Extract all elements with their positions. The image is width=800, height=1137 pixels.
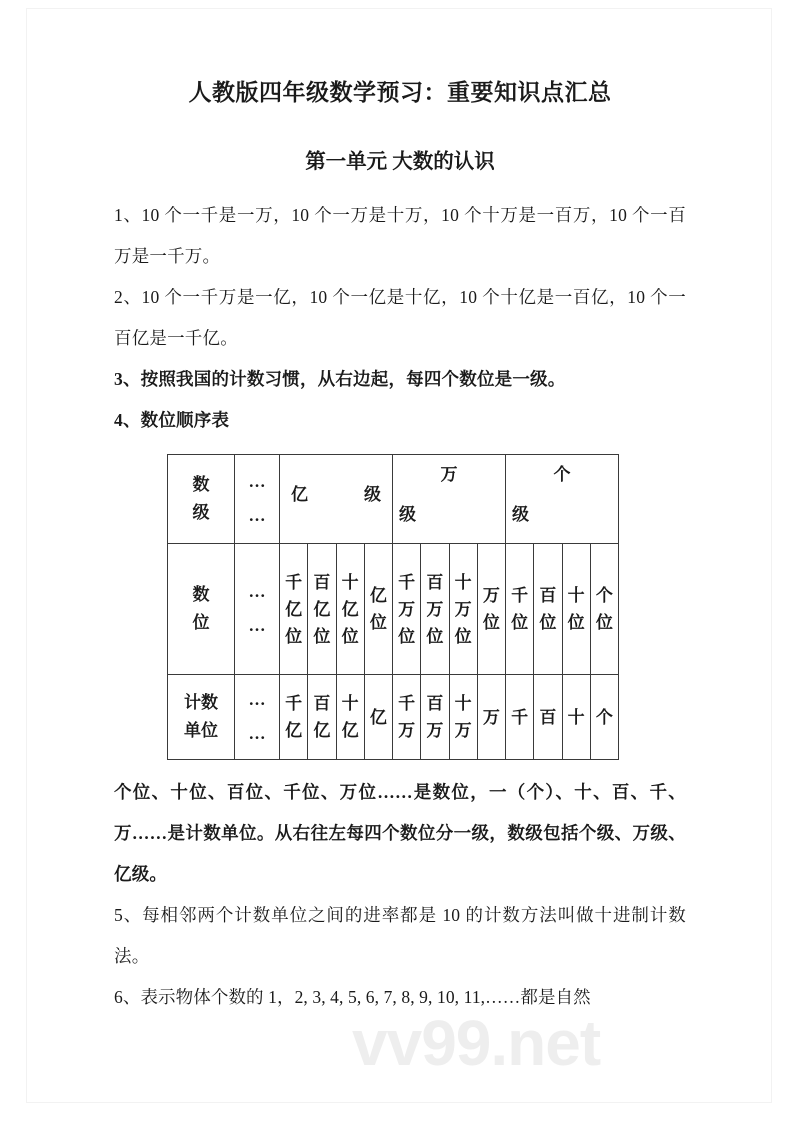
digit-place-cell	[534, 544, 562, 675]
digit-place-7-char: 万	[482, 586, 500, 605]
counting-unit-8-char: 千	[511, 707, 529, 727]
row-label-unit-line1: 计数	[184, 693, 218, 712]
digit-place-11-char: 个	[595, 586, 613, 605]
digit-place-1-char: 百	[313, 572, 331, 592]
counting-unit-3-char: 亿	[369, 707, 387, 727]
grade-ge-char2: 级	[512, 505, 529, 524]
counting-unit-1	[308, 690, 335, 744]
digit-place-8-char: 千	[511, 586, 529, 605]
digit-place-cell	[421, 544, 449, 675]
counting-unit-4	[393, 690, 420, 744]
watermark: vv99.net	[352, 1007, 601, 1079]
digit-place-4-char: 千	[398, 572, 416, 592]
counting-unit-6-char: 万	[454, 721, 472, 740]
digit-place-1-char: 亿	[313, 599, 331, 619]
counting-unit-6-char: 十	[454, 694, 472, 713]
counting-unit-1-char: 亿	[313, 721, 331, 740]
knowledge-item-2: 2、10 个一千万是一亿，10 个一亿是十亿，10 个十亿是一百亿，10 个一百亿是一千亿。	[114, 287, 686, 348]
ellipsis-cell-grade	[235, 455, 280, 544]
digit-place-3-char: 亿	[369, 586, 387, 605]
digit-place-3	[365, 582, 392, 636]
counting-unit-9	[534, 704, 561, 731]
digit-place-5	[421, 569, 448, 650]
counting-unit-9-char: 百	[539, 707, 557, 727]
digit-place-cell	[364, 544, 392, 675]
digit-place-6-char: 十	[454, 572, 472, 592]
digit-place-11	[591, 582, 618, 636]
digit-place-3-char: 位	[369, 613, 387, 632]
counting-unit-5-char: 百	[426, 694, 444, 713]
ellipsis-bottom: …	[248, 724, 266, 743]
digit-place-10-char: 十	[567, 586, 585, 605]
digit-place-4-char: 万	[398, 599, 416, 619]
digit-place-9-char: 百	[539, 586, 557, 605]
table-row-digit-place	[168, 544, 619, 675]
counting-unit-2-char: 十	[341, 694, 359, 713]
row-label-grade-line2: 级	[192, 503, 210, 522]
grade-header-wan	[393, 455, 506, 544]
digit-place-9-char: 位	[539, 613, 557, 632]
digit-place-7-char: 位	[482, 613, 500, 632]
digit-place-value-table	[167, 454, 619, 760]
counting-unit-cell	[308, 675, 336, 760]
counting-unit-cell	[280, 675, 308, 760]
digit-place-cell	[336, 544, 364, 675]
ellipsis-cell-digit	[235, 544, 280, 675]
counting-unit-6	[450, 690, 477, 744]
ellipsis-top: …	[248, 582, 266, 601]
knowledge-item-5: 5、每相邻两个计数单位之间的进率都是 10 的计数方法叫做十进制计数法。	[114, 905, 686, 966]
digit-place-cell	[308, 544, 336, 675]
counting-unit-2-char: 亿	[341, 721, 359, 740]
digit-place-1-char: 位	[313, 626, 331, 646]
ellipsis-top: …	[248, 690, 266, 709]
digit-place-9	[534, 582, 561, 636]
ellipsis-top: …	[248, 472, 266, 491]
counting-unit-cell	[393, 675, 421, 760]
counting-unit-0-char: 亿	[285, 721, 303, 740]
counting-unit-1-char: 百	[313, 694, 331, 713]
grade-yi-char1: 亿	[291, 485, 308, 504]
counting-unit-4-char: 万	[398, 721, 416, 740]
digit-place-4	[393, 569, 420, 650]
digit-place-cell	[449, 544, 477, 675]
row-label-digit	[168, 544, 235, 675]
counting-unit-8	[506, 704, 533, 731]
row-label-unit-line2: 单位	[184, 721, 218, 740]
digit-place-cell	[280, 544, 308, 675]
digit-place-6-char: 位	[454, 626, 472, 646]
ellipsis-bottom: …	[248, 506, 266, 525]
digit-place-cell	[590, 544, 618, 675]
counting-unit-7	[478, 704, 505, 731]
digit-place-1	[308, 569, 335, 650]
ellipsis-bottom: …	[248, 616, 266, 635]
digit-place-5-char: 百	[426, 572, 444, 592]
digit-place-2-char: 位	[341, 626, 359, 646]
counting-unit-2	[337, 690, 364, 744]
unit-heading: 第一单元 大数的认识	[305, 151, 495, 173]
digit-place-5-char: 位	[426, 626, 444, 646]
digit-place-5-char: 万	[426, 599, 444, 619]
row-label-unit	[168, 675, 235, 760]
row-label-digit-line2: 位	[192, 613, 210, 632]
table-explanation-paragraph: 个位、十位、百位、千位、万位……是数位，一（个）、十、百、千、万……是计数单位。从右往左每四个数位分一级，数级包括个级、万级、亿级。	[114, 782, 686, 884]
knowledge-item-3: 3、按照我国的计数习惯，从右边起，每四个数位是一级。	[114, 369, 566, 389]
table-row-grade	[168, 455, 619, 544]
grade-yi-char2: 级	[364, 485, 381, 504]
page-title: 人教版四年级数学预习：重要知识点汇总	[188, 80, 612, 105]
table-row-counting-unit	[168, 675, 619, 760]
digit-place-cell	[393, 544, 421, 675]
counting-unit-10	[563, 704, 590, 731]
counting-unit-cell	[449, 675, 477, 760]
digit-place-0-char: 亿	[285, 599, 303, 619]
counting-unit-cell	[534, 675, 562, 760]
counting-unit-cell	[364, 675, 392, 760]
counting-unit-cell	[562, 675, 590, 760]
counting-unit-5	[421, 690, 448, 744]
counting-unit-11-char: 个	[595, 707, 613, 727]
digit-place-8	[506, 582, 533, 636]
grade-ge-char1: 个	[553, 465, 571, 484]
grade-wan-char2: 级	[399, 505, 416, 524]
digit-place-cell	[562, 544, 590, 675]
document-content	[114, 0, 686, 1018]
digit-place-0-char: 千	[285, 572, 303, 592]
digit-place-cell	[506, 544, 534, 675]
grade-wan-char1: 万	[440, 465, 458, 484]
digit-place-4-char: 位	[398, 626, 416, 646]
counting-unit-4-char: 千	[398, 694, 416, 713]
digit-place-2-char: 亿	[341, 599, 359, 619]
digit-place-10-char: 位	[567, 613, 585, 632]
knowledge-item-1: 1、10 个一千是一万，10 个一万是十万，10 个十万是一百万，10 个一百万是一千万。	[114, 205, 686, 266]
row-label-digit-line1: 数	[192, 585, 210, 604]
counting-unit-cell	[336, 675, 364, 760]
digit-place-0	[280, 569, 307, 650]
digit-place-cell	[477, 544, 505, 675]
digit-place-10	[563, 582, 590, 636]
counting-unit-7-char: 万	[482, 707, 500, 727]
digit-place-6	[450, 569, 477, 650]
counting-unit-10-char: 十	[567, 707, 585, 727]
counting-unit-0	[280, 690, 307, 744]
counting-unit-0-char: 千	[285, 694, 303, 713]
counting-unit-5-char: 万	[426, 721, 444, 740]
ellipsis-cell-unit	[235, 675, 280, 760]
digit-place-8-char: 位	[511, 613, 529, 632]
counting-unit-11	[591, 704, 618, 731]
knowledge-item-6: 6、表示物体个数的 1，2, 3, 4, 5, 6, 7, 8, 9, 10, 11,……都是自然	[114, 987, 591, 1007]
grade-header-yi	[280, 455, 393, 544]
row-label-grade	[168, 455, 235, 544]
counting-unit-3	[365, 704, 392, 731]
counting-unit-cell	[421, 675, 449, 760]
row-label-grade-line1: 数	[192, 475, 210, 494]
digit-place-2	[337, 569, 364, 650]
grade-header-ge	[506, 455, 619, 544]
digit-place-table-wrapper	[167, 454, 686, 760]
counting-unit-cell	[590, 675, 618, 760]
counting-unit-cell	[477, 675, 505, 760]
digit-place-11-char: 位	[595, 613, 613, 632]
counting-unit-cell	[506, 675, 534, 760]
digit-place-6-char: 万	[454, 599, 472, 619]
digit-place-0-char: 位	[285, 626, 303, 646]
knowledge-item-4: 4、数位顺序表	[114, 410, 230, 430]
digit-place-2-char: 十	[341, 572, 359, 592]
digit-place-7	[478, 582, 505, 636]
